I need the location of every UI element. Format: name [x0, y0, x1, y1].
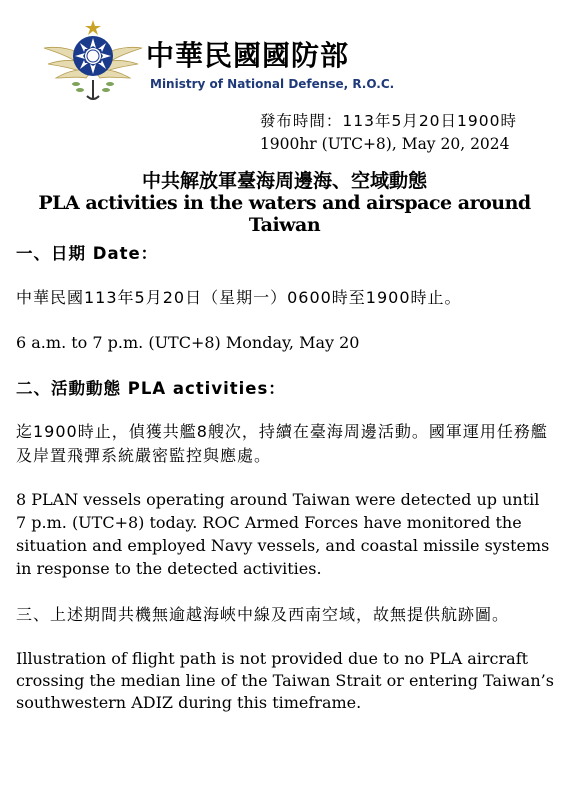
- section-date-heading: 一、日期 Date：: [16, 244, 159, 263]
- activities-text-en: 8 PLAN vessels operating around Taiwan were detected up until 7 p.m. (UTC+8) today. ROC Armed Forces have monitored the situation and employed Navy vessels, and coastal missile systems in response to the detected activities.: [16, 490, 550, 578]
- flight-path-note-zh: 三、上述期間共機無逾越海峽中線及西南空域，故無提供航跡圖。: [16, 605, 510, 624]
- page-title-zh: 中共解放軍臺海周邊海、空域動態: [141, 170, 427, 192]
- org-name-en: Ministry of National Defense, R.O.C.: [150, 77, 395, 91]
- section-activities-heading: 二、活動動態 PLA activities：: [16, 379, 286, 398]
- activities-text-zh: 迄1900時止，偵獲共艦8艘次，持續在臺海周邊活動。國軍運用任務艦及岸置飛彈系統嚴密監控與應處。: [16, 422, 548, 465]
- page-title-en: PLA activities in the waters and airspace around Taiwan: [38, 192, 531, 236]
- date-text-en: 6 a.m. to 7 p.m. (UTC+8) Monday, May 20: [16, 333, 360, 352]
- flight-path-note-en: Illustration of flight path is not provided due to no PLA aircraft crossing the median line of the Taiwan Strait or entering Taiwan’s southwestern ADIZ during this timeframe.: [16, 649, 554, 712]
- mnd-emblem-logo: [40, 18, 146, 104]
- org-name-zh: 中華民國國防部: [146, 39, 350, 72]
- release-time: [260, 110, 517, 156]
- date-text-zh: 中華民國113年5月20日（星期一）0600時至1900時止。: [16, 288, 462, 307]
- release-time-en: 1900hr (UTC+8), May 20, 2024: [259, 135, 510, 153]
- release-time-zh: 發布時間：113年5月20日1900時: [259, 112, 517, 130]
